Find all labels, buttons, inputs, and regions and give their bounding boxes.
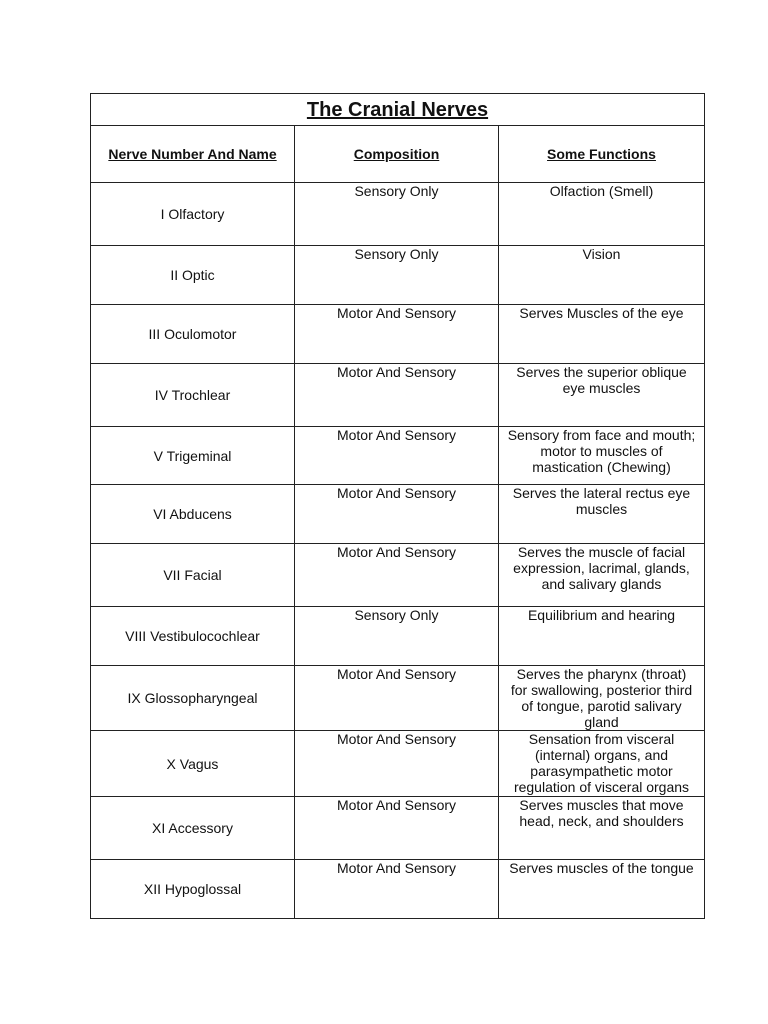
table-row (91, 364, 705, 427)
functions-cell (499, 544, 705, 607)
table-row (91, 797, 705, 860)
nerve-name-cell: II Optic (91, 246, 295, 305)
composition-cell (295, 305, 499, 364)
table-body (91, 183, 705, 919)
functions-text: Serves the superior oblique eye muscles (516, 364, 687, 396)
composition-cell (295, 246, 499, 305)
functions-text: Serves the lateral rectus eye muscles (512, 485, 691, 517)
header-composition: Composition (295, 126, 499, 183)
cranial-nerves-table (90, 93, 705, 919)
functions-text: Serves muscles that move head, neck, and shoulders (519, 797, 684, 829)
functions-text: Serves muscles of the tongue (509, 860, 694, 876)
functions-text: Serves Muscles of the eye (519, 305, 684, 321)
composition-text: Sensory Only (354, 246, 439, 262)
composition-text: Motor And Sensory (336, 305, 457, 321)
table-row (91, 427, 705, 485)
functions-text: Equilibrium and hearing (527, 607, 676, 623)
composition-text: Sensory Only (354, 607, 439, 623)
functions-text: Olfaction (Smell) (549, 183, 654, 199)
functions-cell (499, 666, 705, 731)
functions-cell (499, 797, 705, 860)
table-row (91, 305, 705, 364)
table-row (91, 666, 705, 731)
composition-cell (295, 607, 499, 666)
functions-cell (499, 485, 705, 544)
functions-cell (499, 305, 705, 364)
functions-cell (499, 364, 705, 427)
table-row (91, 607, 705, 666)
composition-cell (295, 485, 499, 544)
nerve-name-cell: VII Facial (91, 544, 295, 607)
header-name: Nerve Number And Name (91, 126, 295, 183)
table-row (91, 485, 705, 544)
nerve-name-cell: IV Trochlear (91, 364, 295, 427)
functions-text: Sensory from face and mouth; motor to muscles of mastication (Chewing) (507, 427, 696, 475)
composition-text: Motor And Sensory (336, 544, 457, 560)
table-row (91, 246, 705, 305)
functions-cell (499, 427, 705, 485)
table-row (91, 860, 705, 919)
title-row (91, 94, 705, 126)
functions-cell (499, 183, 705, 246)
functions-text: Sensation from visceral (internal) organs, and parasympathetic motor regulation of visceral organs (513, 731, 690, 795)
nerve-name-cell: VIII Vestibulocochlear (91, 607, 295, 666)
composition-text: Motor And Sensory (336, 797, 457, 813)
composition-text: Motor And Sensory (336, 485, 457, 501)
title-cell (91, 94, 705, 126)
nerve-name-cell: XI Accessory (91, 797, 295, 860)
table-row (91, 183, 705, 246)
nerve-name-cell: XII Hypoglossal (91, 860, 295, 919)
composition-text: Sensory Only (354, 183, 439, 199)
composition-cell (295, 666, 499, 731)
table-title: The Cranial Nerves (306, 98, 489, 121)
functions-text: Vision (582, 246, 621, 262)
composition-cell (295, 364, 499, 427)
composition-cell (295, 427, 499, 485)
functions-cell (499, 246, 705, 305)
nerve-name-cell: VI Abducens (91, 485, 295, 544)
header-functions: Some Functions (499, 126, 705, 183)
composition-text: Motor And Sensory (336, 666, 457, 682)
table-row (91, 731, 705, 797)
composition-text: Motor And Sensory (336, 364, 457, 380)
functions-text: Serves the muscle of facial expression, lacrimal, glands, and salivary glands (513, 544, 690, 592)
header-row (91, 126, 705, 183)
nerve-name-cell: IX Glossopharyngeal (91, 666, 295, 731)
nerve-name-cell: V Trigeminal (91, 427, 295, 485)
composition-text: Motor And Sensory (336, 860, 457, 876)
composition-cell (295, 544, 499, 607)
functions-cell (499, 860, 705, 919)
composition-text: Motor And Sensory (336, 731, 457, 747)
nerve-name-cell: X Vagus (91, 731, 295, 797)
composition-cell (295, 183, 499, 246)
functions-cell (499, 607, 705, 666)
composition-cell (295, 731, 499, 797)
functions-cell (499, 731, 705, 797)
composition-cell (295, 797, 499, 860)
composition-cell (295, 860, 499, 919)
composition-text: Motor And Sensory (336, 427, 457, 443)
table-row (91, 544, 705, 607)
functions-text: Serves the pharynx (throat) for swallowing, posterior third of tongue, parotid salivary gland (510, 666, 693, 730)
nerve-name-cell: III Oculomotor (91, 305, 295, 364)
nerve-name-cell: I Olfactory (91, 183, 295, 246)
